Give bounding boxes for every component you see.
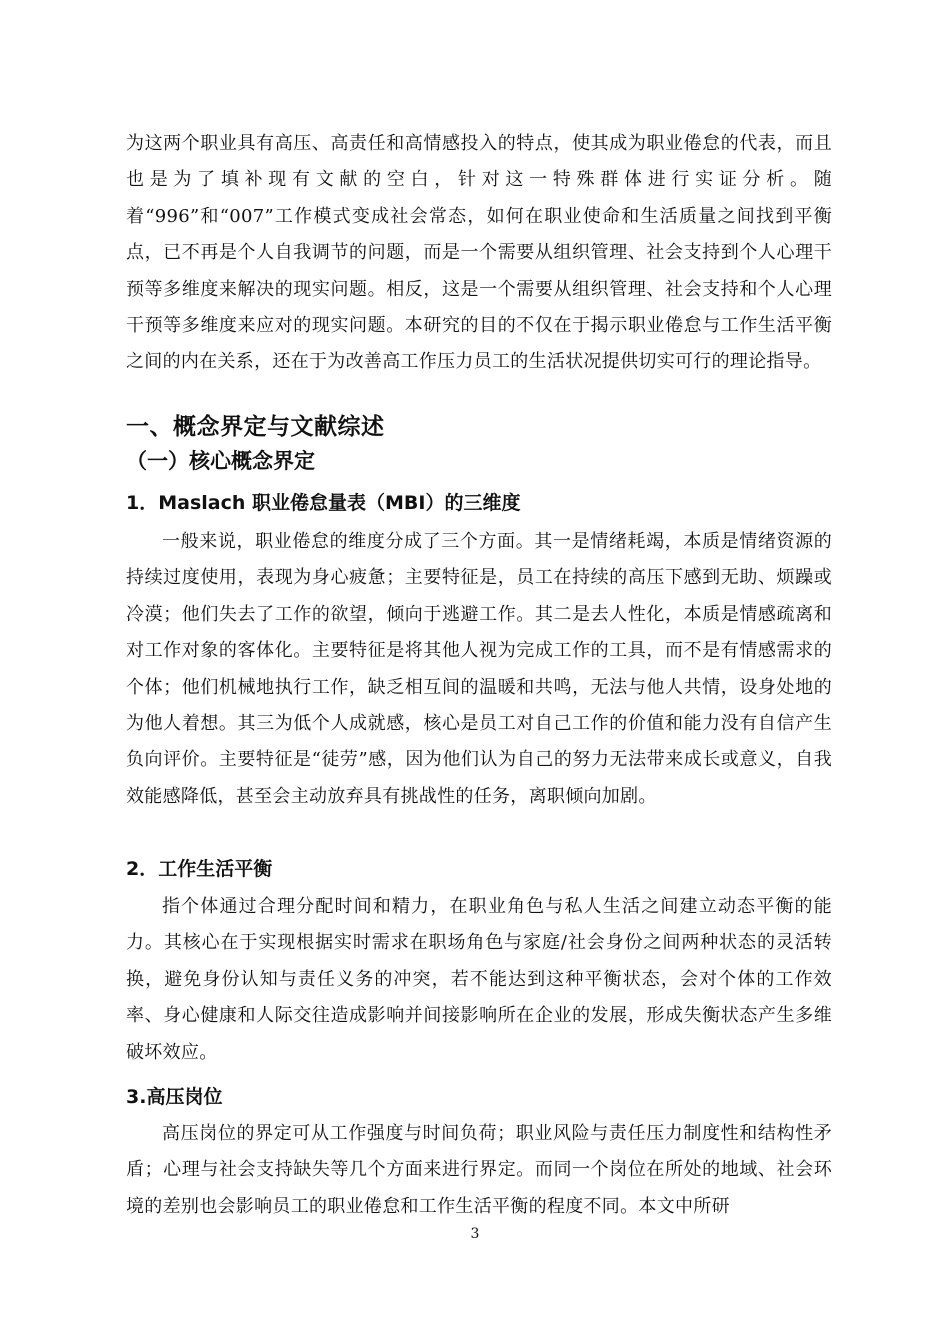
item2-heading: 2．工作生活平衡	[126, 858, 273, 880]
subsection-heading: （一）核心概念界定	[126, 449, 315, 473]
intro-paragraph: 为这两个职业具有高压、高责任和高情感投入的特点，使其成为职业倦怠的代表，而且也是为了填补现有文献的空白，针对这一特殊群体进行实证分析。随着“996”和“007”工作模式变成社会常态，如何在职业使命和生活质量之间找到平衡点，已不再是个人自我调节的问题，而是一个需要从组织管理、社会支持到个人心理干预等多维度来解决的现实问题。相反，这是一个需要从组织管理、社会支持和个人心理干预等多维度来应对的现实问题。本研究的目的不仅在于揭示职业倦怠与工作生活平衡之间的内在关系，还在于为改善高工作压力员工的生活状况提供切实可行的理论指导。	[126, 133, 832, 373]
item3-paragraph: 高压岗位的界定可从工作强度与时间负荷；职业风险与责任压力制度性和结构性矛盾；心理与社会支持缺失等几个方面来进行界定。而同一个岗位在所处的地域、社会环境的差别也会影响员工的职业倦怠和工作生活平衡的程度不同。本文中所研	[126, 1123, 832, 1217]
page-number: 3	[470, 1226, 480, 1242]
item2-paragraph: 指个体通过合理分配时间和精力，在职业角色与私人生活之间建立动态平衡的能力。其核心在于实现根据实时需求在职场角色与家庭/社会身份之间两种状态的灵活转换，避免身份认知与责任义务的冲突，若不能达到这种平衡状态，会对个体的工作效率、身心健康和人际交往造成影响并间接影响所在企业的发展，形成失衡状态产生多维破坏效应。	[126, 896, 832, 1063]
item3-heading: 3.高压岗位	[126, 1086, 223, 1108]
section-heading: 一、概念界定与文献综述	[126, 414, 385, 440]
item1-paragraph: 一般来说，职业倦怠的维度分成了三个方面。其一是情绪耗竭，本质是情绪资源的持续过度使用，表现为身心疲惫；主要特征是，员工在持续的高压下感到无助、烦躁或冷漠；他们失去了工作的欲望，倾向于逃避工作。其二是去人性化，本质是情感疏离和对工作对象的客体化。主要特征是将其他人视为完成工作的工具，而不是有情感需求的个体；他们机械地执行工作，缺乏相互间的温暖和共鸣，无法与他人共情，设身处地的为他人着想。其三为低个人成就感，核心是员工对自己工作的价值和能力没有自信产生负向评价。主要特征是“徒劳”感，因为他们认为自己的努力无法带来成长或意义，自我效能感降低，甚至会主动放弃具有挑战性的任务，离职倾向加剧。	[126, 531, 832, 807]
item1-heading: 1．Maslach 职业倦怠量表（MBI）的三维度	[126, 492, 521, 514]
